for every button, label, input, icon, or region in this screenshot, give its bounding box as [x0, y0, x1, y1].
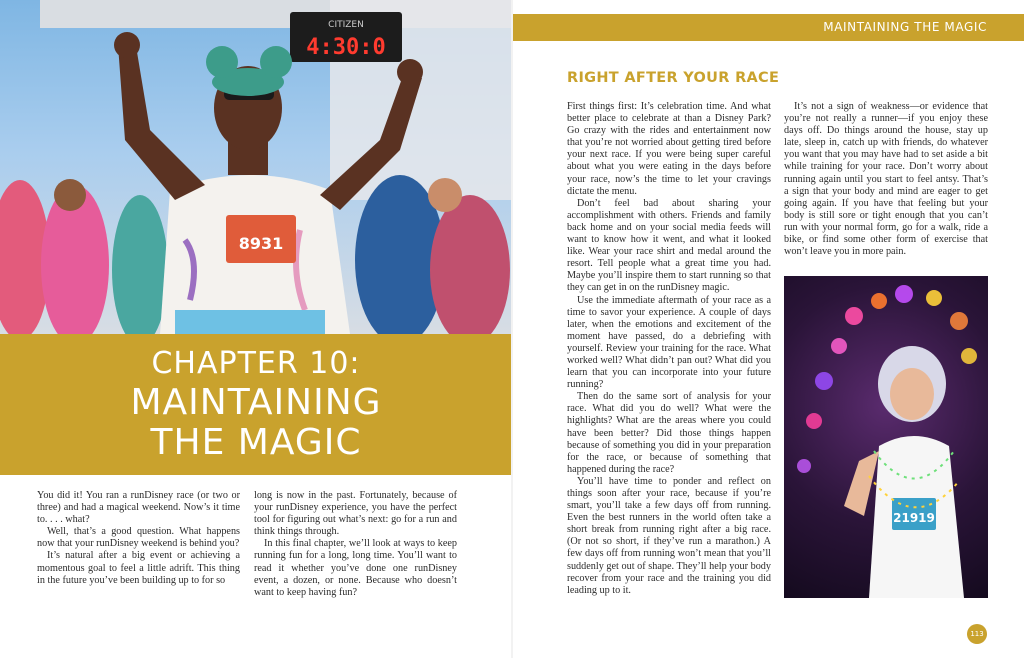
runner-with-lights-illustration	[784, 276, 988, 598]
bib-number: 21919	[893, 511, 935, 525]
paragraph: Well, that’s a good question. What happens now that your runDisney weekend is behind you?	[37, 526, 240, 550]
running-head: MAINTAINING THE MAGIC	[513, 14, 1024, 41]
paragraph: In this final chapter, we’ll look at ways to keep running fun for a long, long time. You’ll want to read it whether you’ve done one runDisney event, a dozen, or none. Because who doesn’t want to keep having fun?	[254, 538, 457, 598]
chapter-intro-text	[37, 490, 457, 599]
paragraph: First things first: It’s celebration time. And what better place to celebrate at than a Disney Park? Go crazy with the rides and entertainment now that you’re not worried about getting tired before your next race. If you were being super careful about what you were eating in the days before your race, now’s the time to let your cravings dictate the menu.	[567, 101, 771, 197]
text-column-3	[567, 101, 771, 597]
page-number: 113	[967, 624, 987, 644]
paragraph: Don’t feel bad about sharing your accomplishment with others. Friends and family back home and on your social media feeds will want to know how it went, and what it looked like. Wear your race shirt and medal around the resort. Tell people what a great time you had. Maybe you’ll inspire them to start running so that they can get in on the runDisney magic.	[567, 197, 771, 294]
page-gutter	[511, 0, 513, 658]
clock-time: 4:30:0	[306, 35, 386, 60]
paragraph: You did it! You ran a runDisney race (or two or three) and had a magical weekend. Now’s it time to. . . . what?	[37, 490, 240, 526]
clock-brand: CITIZEN	[328, 20, 364, 30]
paragraph: long is now in the past. Fortunately, because of your runDisney experience, you have the perfect tool for figuring out what’s next: go for a run and think things through.	[254, 490, 457, 538]
paragraph: You’ll have time to ponder and reflect on things soon after your race, because if you’re smart, you’ll take a few days off from running. Even the best runners in the world often take a short break from running right after a big race. (Or not so short, if they’ve run a marathon.) A few days off from running won’t mean that you’ll suddenly get out of shape. They’ll help your body recover from your race and the training you did leading up to it.	[567, 475, 771, 596]
chapter-title-line-2: THE MAGIC	[150, 421, 362, 463]
chapter-label: CHAPTER 10:	[151, 345, 361, 381]
paragraph: Then do the same sort of analysis for your race. What did you do well? What were the highlights? What are the areas where you could have been better? Did those things happen because of something you did in your preparation for the race, or because of something that happened during the race?	[567, 391, 771, 475]
chapter-title-band	[0, 334, 512, 475]
chapter-opener-photo	[0, 0, 512, 334]
paragraph: It’s not a sign of weakness—or evidence that you’re not really a runner—if you enjoy these days off. Do things around the house, stay up late, sleep in, catch up with friends, do whatever you want that you may have had to set aside a bit while training for your race. Don’t worry about running again until you start to feel antsy. That’s a sign that your body and mind are eager to get going again. If you have that feeling but your body is still sore or tight enough that you can’t run with your normal form, go for a walk, ride a bike, or find some other form of exercise that won’t leave you in more pain.	[784, 101, 988, 258]
text-column-4	[784, 101, 988, 258]
runner-lights-photo	[784, 276, 988, 598]
section-heading: RIGHT AFTER YOUR RACE	[567, 70, 780, 86]
bib-number: 8931	[238, 234, 284, 253]
text-column-2	[254, 490, 457, 599]
runner-celebration-illustration	[0, 0, 512, 334]
paragraph: It’s natural after a big event or achieving a momentous goal to feel a little adrift. This thing in the future you’ve been building up to for so	[37, 550, 240, 586]
paragraph: Use the immediate aftermath of your race as a time to savor your experience. A couple of days later, when the emotions and excitement of the moment have passed, do a debriefing with yourself. Review your training for the race. What worked well? What didn’t pan out? What did you learn that you can incorporate into your future running?	[567, 294, 771, 391]
text-column-1	[37, 490, 240, 599]
chapter-title-line-1: MAINTAINING	[130, 381, 382, 423]
